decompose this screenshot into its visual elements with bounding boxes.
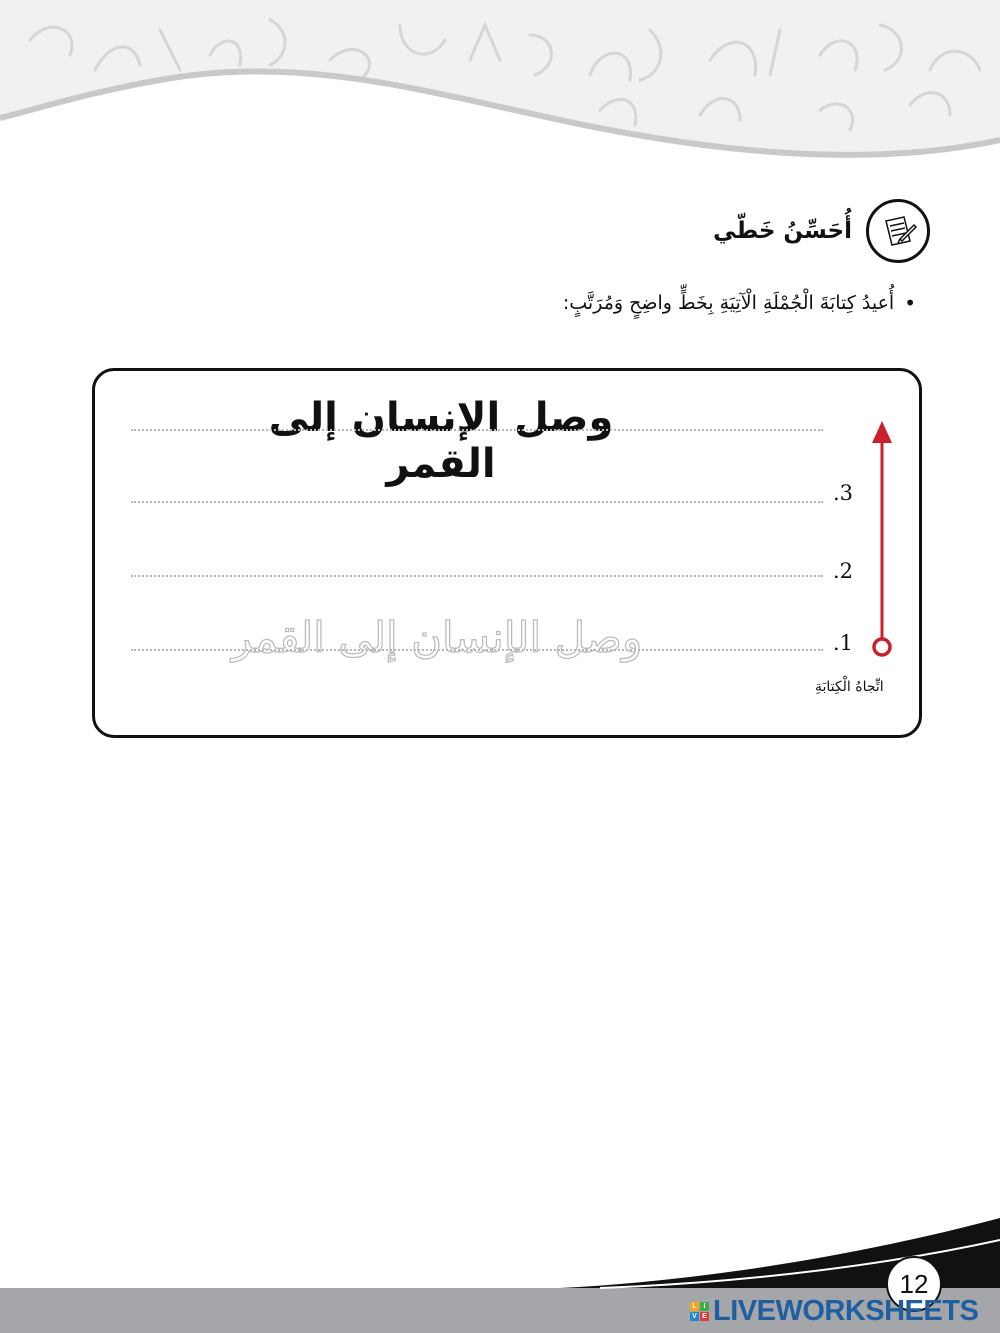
writing-line-2[interactable] [131,575,823,577]
brand-letter-v: V [690,1312,699,1321]
writing-direction-arrow-icon [867,419,897,659]
page-number: 12 [886,1256,942,1312]
line-number-3: .3 [833,481,854,505]
trace-sentence: وصل الإنسان إلى القمر [231,613,643,662]
brand-letter-i: I [700,1302,709,1311]
model-sentence: وصل الإنسان إلى القمر [268,395,614,487]
line-number-1: .1 [833,631,854,655]
writing-line-3[interactable] [131,501,823,503]
instruction-text: أُعيدُ كِتابَةَ الْجُمْلَةِ الْآتِيَةِ بِخَطٍّ واضِحٍ وَمُرَتَّبٍ: [562,292,895,314]
pen-and-paper-icon [866,199,930,263]
brand-logo[interactable] [690,1296,978,1326]
writing-direction-label: اتِّجاهُ الْكِتابَةِ [815,679,884,695]
section-heading [713,198,930,264]
writing-line-model [131,429,823,431]
section-title: أُحَسِّنُ خَطّي [713,218,852,244]
brand-letter-e: E [700,1312,709,1321]
line-number-2: .2 [833,559,854,583]
brand-mark-icon [690,1302,709,1321]
instruction [563,292,916,314]
header-decoration [0,0,1000,170]
brand-name: LIVEWORKSHEETS [713,1294,979,1327]
handwriting-practice-box [92,368,922,738]
writing-line-1[interactable] [131,649,823,651]
bullet: • [904,291,916,315]
brand-letter-l: L [690,1302,699,1311]
